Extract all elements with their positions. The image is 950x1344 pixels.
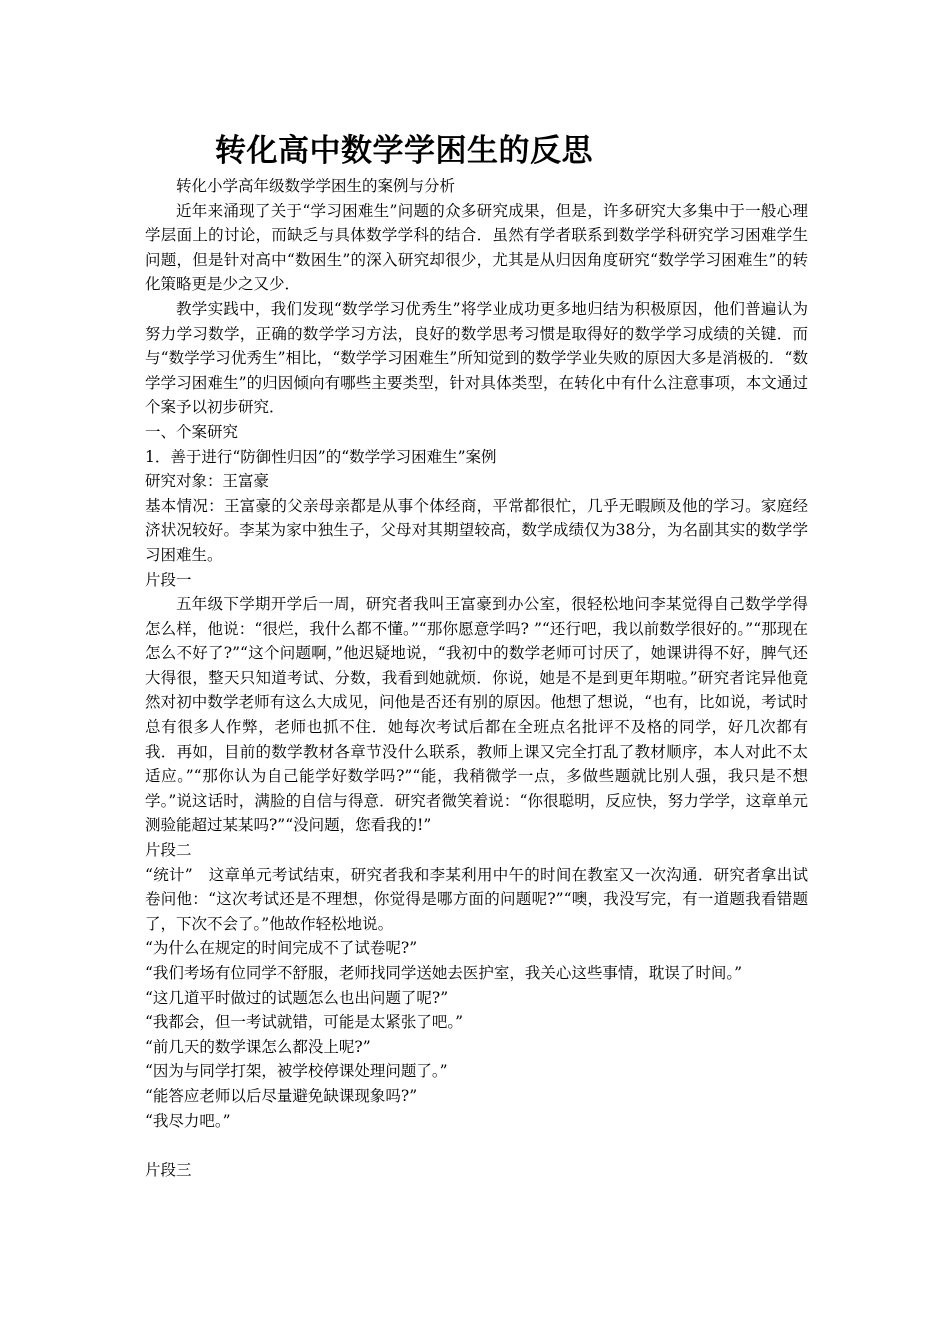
section-heading: 一、个案研究 (145, 422, 239, 441)
document-title: 转化高中数学学困生的反思 (215, 133, 593, 169)
research-subject: 研究对象：王富豪 (145, 472, 270, 491)
dialogue-line: “为什么在规定的时间完成不了试卷呢?” (145, 939, 418, 958)
segment-1-text: 五年级下学期开学后一周，研究者我叫王富豪到办公室，很轻松地问李某觉得自己数学学得怎么样，他说：“很烂，我什么都不懂。”“那你愿意学吗? ”“还行吧，我以前数学很好的。”“那现在怎么不好了?”“这个问题啊，”他迟疑地说，“我初中的数学老师可讨厌了，她课讲得不好，脾气还大得很，整天只知道考试、分数，我看到她就烦．你说，她是不是到更年期啦。”研究者诧异他竟然对初中数学老师有这么大成见，问他是否还有别的原因。他想了想说，“也有，比如说，考试时总有很多人作弊，老师也抓不住．她每次考试后都在全班点名批评不及格的同学，好几次都有我．再如，目前的数学教材各章节没什么联系，教师上课又完全打乱了教材顺序，本人对此不太适应。”“那你认为自己能学好数学吗?”“能，我稍微学一点，多做些题就比别人强，我只是不想学。”说这话时，满脸的自信与得意．研究者微笑着说：“你很聪明，反应快，努力学学，这章单元测验能超过某某吗?”“没问题，您看我的!” (145, 595, 808, 835)
dialogue-line: “能答应老师以后尽量避免缺课现象吗?” (145, 1086, 418, 1105)
dialogue-line: “因为与同学打架，被学校停课处理问题了。” (145, 1062, 448, 1081)
case-heading: 1．善于进行“防御性归因”的“数学学习困难生”案例 (145, 447, 497, 466)
dialogue-line: “我们考场有位同学不舒服，老师找同学送她去医护室，我关心这些事情，耽误了时间。” (145, 964, 743, 982)
dialogue-line: “我尽力吧。” (145, 1111, 231, 1130)
segment-2-title: 片段二 (145, 841, 192, 860)
segment-1-title: 片段一 (145, 570, 192, 589)
paragraph-practice: 教学实践中，我们发现“数学学习优秀生”将学业成功更多地归结为积极原因，他们普遍认为努力学习数学，正确的数学学习方法，良好的数学思考习惯是取得好的数学学习成绩的关键．而与“数学学习优秀生”相比，“数学学习困难生”所知觉到的数学学业失败的原因大多是消极的．“数学学习困难生”的归因倾向有哪些主要类型，针对具体类型，在转化中有什么注意事项，本文通过个案予以初步研究． (145, 299, 808, 417)
dialogue-line: “我都会，但一考试就错，可能是太紧张了吧。” (145, 1013, 464, 1032)
blank-line (145, 1133, 808, 1158)
document-page (145, 128, 808, 1182)
basic-situation: 基本情况：王富豪的父亲母亲都是从事个体经商，平常都很忙，几乎无暇顾及他的学习。家庭经济状况较好。李某为家中独生子，父母对其期望较高，数学成绩仅为38分，为名副其实的数学学习困难生。 (145, 496, 808, 564)
paragraph-intro: 近年来涌现了关于“学习困难生”问题的众多研究成果，但是，许多研究大多集中于一般心理学层面上的讨论，而缺乏与具体数学学科的结合．虽然有学者联系到数学学科研究学习困难学生问题，但是针对高中“数困生”的深入研究却很少，尤其是从归因角度研究“数学学习困难生”的转化策略更是少之又少． (145, 201, 808, 294)
document-subtitle: 转化小学高年级数学学困生的案例与分析 (176, 177, 456, 195)
segment-3-title: 片段三 (145, 1160, 192, 1179)
dialogue-line: “前几天的数学课怎么都没上呢?” (145, 1037, 371, 1056)
segment-2-text: “统计” 这章单元考试结束，研究者我和李某利用中午的时间在教室又一次沟通．研究者拿出试卷问他：“这次考试还是不理想，你觉得是哪方面的问题呢?”“噢，我没写完，有一道题我看错题了，下次不会了。”他故作轻松地说。 (145, 865, 808, 933)
dialogue-line: “这几道平时做过的试题怎么也出问题了呢?” (145, 988, 449, 1007)
